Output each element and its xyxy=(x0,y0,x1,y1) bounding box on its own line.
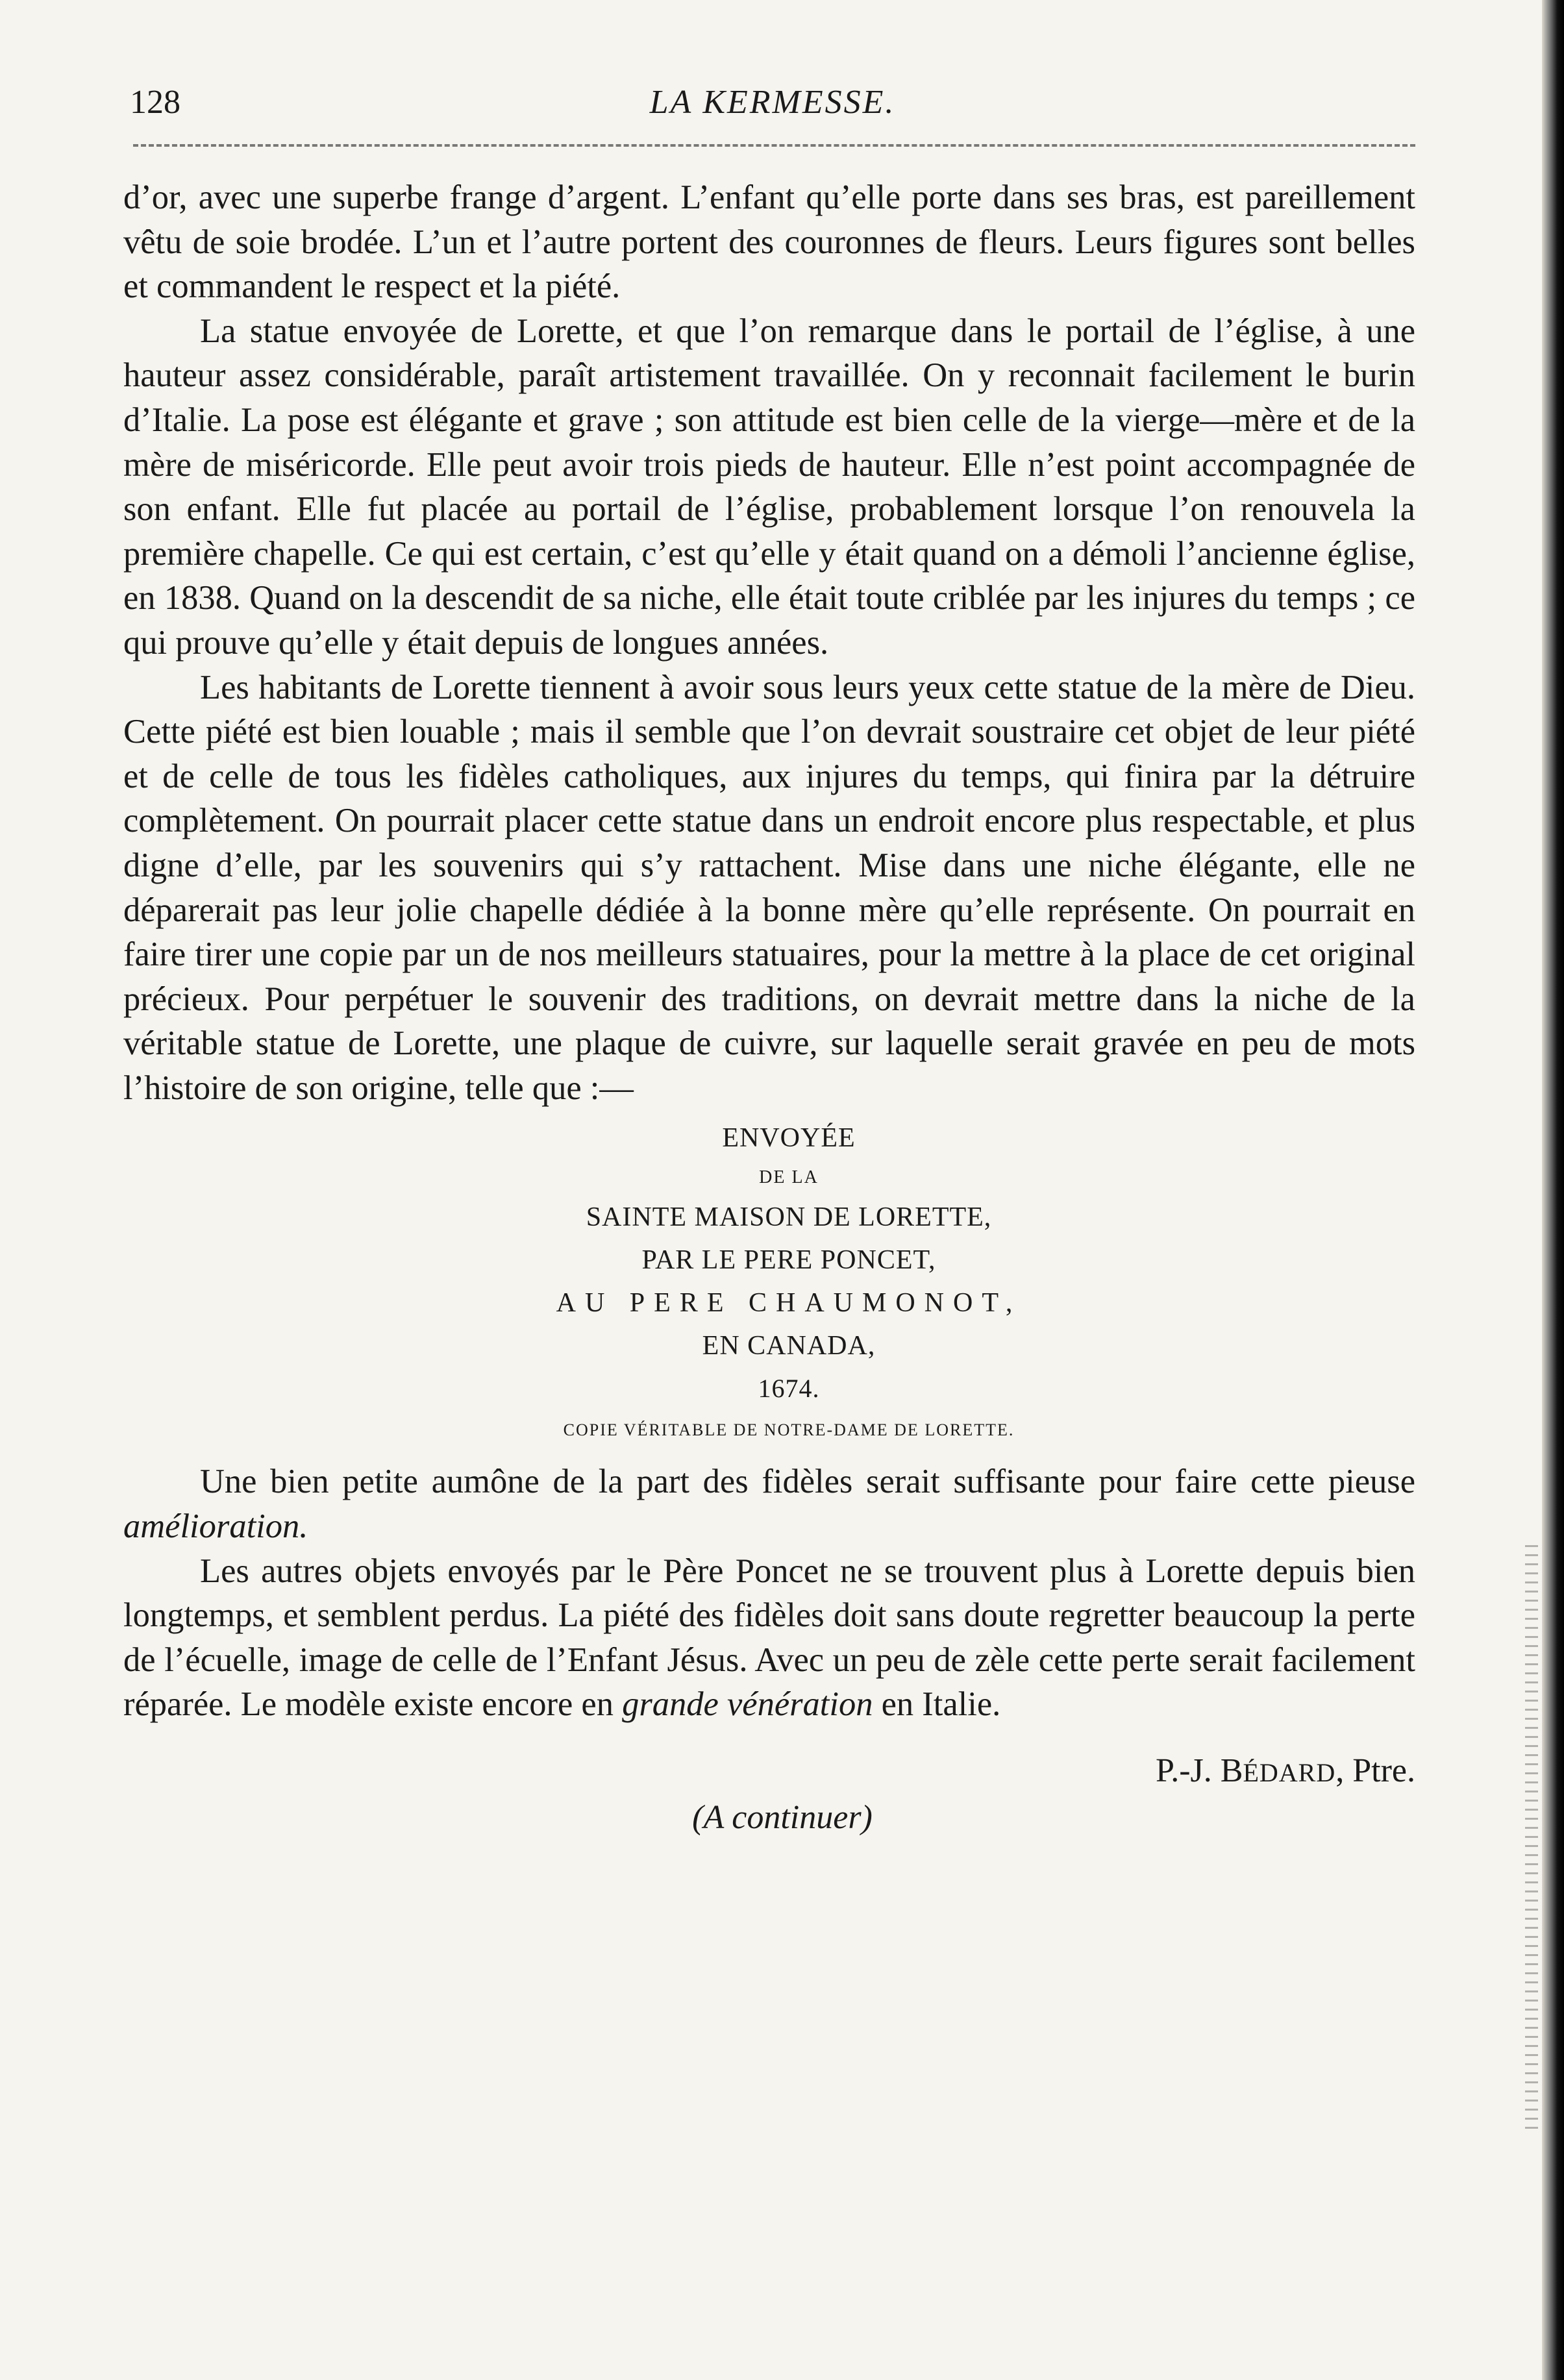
paragraph-4-italic: amélioration. xyxy=(123,1507,308,1546)
paragraph-5-end: en Italie. xyxy=(873,1685,1001,1724)
body-text xyxy=(123,175,1415,1841)
paragraph-4-text: Une bien petite aumône de la part des fidèles serait suffisante pour faire cette pieuse xyxy=(200,1463,1415,1501)
paragraph-2: La statue envoyée de Lorette, et que l’on remarque dans le portail de l’église, à une hauteur assez considérable, paraît artistement travaillée. On y reconnait facilement le burin d’Italie. La pose est élégante et grave ; son attitude est bien celle de la vierge—mère et de la mère de miséricorde. Elle peut avoir trois pieds de hauteur. Elle n’est point accompagnée de son enfant. Elle fut placée au portail de l’église, probablement lorsque l’on renouvela la première chapelle. Ce qui est certain, c’est qu’elle y était quand on a démoli l’ancienne église, en 1838. Quand on la descendit de sa niche, elle était toute criblée par les injures du temps ; ce qui prouve qu’elle y était depuis de longues années. xyxy=(123,312,1415,662)
signature-initials: P.-J. B xyxy=(1156,1752,1243,1790)
inscription-line-3: SAINTE MAISON DE LORETTE, xyxy=(586,1202,992,1233)
continuation-note: (A continuer) xyxy=(692,1799,873,1837)
inscription-line-1: ENVOYÉE xyxy=(722,1123,856,1154)
inscription-line-6: EN CANADA, xyxy=(702,1331,876,1361)
inscription-year: 1674. xyxy=(758,1374,820,1404)
author-signature xyxy=(123,1749,1415,1795)
paragraph-5-italic: grande vénération xyxy=(622,1685,873,1724)
page-header xyxy=(130,77,1415,129)
paragraph-3: Les habitants de Lorette tiennent à avoir sous leurs yeux cette statue de la mère de Dieu. Cette piété est bien louable ; mais il semble que l’on devrait soustraire cet objet de leur piété et de celle de tous les fidèles catholiques, aux injures du temps, qui finira par la détruire complètement. On pourrait placer cette statue dans un endroit encore plus respectable, et plus digne d’elle, par les souvenirs qui s’y rattachent. Mise dans une niche élégante, elle ne déparerait pas leur jolie chapelle dédiée à la bonne mère qu’elle représente. On pourrait en faire tirer une copie par un de nos meilleurs statuaires, pour la mettre à la place de cet original précieux. Pour perpétuer le souvenir des traditions, on devrait mettre dans la niche de la véritable statue de Lorette, une plaque de cuivre, sur laquelle serait gravée en peu de mots l’histoire de son origine, telle que :— xyxy=(123,668,1415,1107)
page-number: 128 xyxy=(130,84,180,121)
paragraph-5-text: Les autres objets envoyés par le Père Poncet ne se trouvent plus à Lorette depuis bien longtemps, et semblent perdus. La piété des fidèles doit sans doute regretter beaucoup la perte de l’écuelle, image de celle de l’Enfant Jésus. Avec un peu de zèle cette perte serait facilement réparée. Le modèle existe encore en xyxy=(123,1552,1415,1724)
paragraph-5 xyxy=(123,1549,1415,1727)
inscription-line-2: DE LA xyxy=(759,1167,819,1188)
inscription-line-5: AU PERE CHAUMONOT, xyxy=(556,1288,1022,1319)
paragraph-4 xyxy=(123,1459,1415,1548)
inscription-caption: COPIE VÉRITABLE DE NOTRE-DAME DE LORETTE. xyxy=(563,1420,1015,1440)
header-rule xyxy=(133,144,1415,147)
paragraph-1: d’or, avec une superbe frange d’argent. L’enfant qu’elle porte dans ses bras, est pareillement vêtu de soie brodée. L’un et l’autre portent des couronnes de fleurs. Leurs figures sont belles et commandent le respect et la piété. xyxy=(123,179,1415,306)
signature-title: , Ptre. xyxy=(1335,1752,1415,1790)
inscription-line-4: PAR LE PERE PONCET, xyxy=(641,1245,936,1276)
plaque-inscription xyxy=(123,1117,1415,1450)
binding-speckle xyxy=(1525,1545,1538,2129)
binding-edge xyxy=(1542,0,1564,2380)
running-title: LA KERMESSE. xyxy=(649,84,896,121)
signature-surname: ÉDARD xyxy=(1243,1758,1336,1788)
